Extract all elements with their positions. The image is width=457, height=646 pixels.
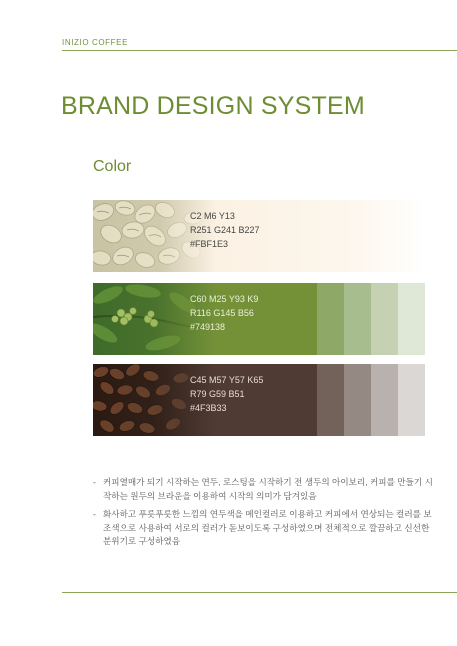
section-title-color: Color (93, 158, 132, 175)
swatch-cream-rgb: R251 G241 B227 (190, 225, 260, 235)
note-item (93, 476, 433, 503)
note-bullet: - (93, 477, 96, 487)
swatch-cream-hex: #FBF1E3 (190, 239, 229, 249)
color-notes (93, 476, 433, 554)
note-text: 화사하고 푸릇푸릇한 느낌의 연두색을 메인컬러로 이용하고 커피에서 연상되는 컬러를 보조색으로 사용하여 서로의 컬러가 돋보이도록 구성하였으며 전체적으로 깔끔하고 신선한 분위기로 구성하였음 (103, 509, 432, 546)
footer-divider (62, 592, 457, 593)
swatch-green-spec (190, 292, 258, 334)
swatch-green-rgb: R116 G145 B56 (190, 308, 254, 318)
swatch-brown-tint-40 (371, 364, 398, 436)
swatch-cream-spec (190, 209, 260, 251)
swatch-brown-spec (190, 373, 263, 415)
swatch-green-tint-40 (371, 283, 398, 355)
swatch-brown-hex: #4F3B33 (190, 403, 227, 413)
swatch-brown-tint-80 (317, 364, 344, 436)
swatch-brown-tint-60 (344, 364, 371, 436)
swatch-green-tint-80 (317, 283, 344, 355)
page-title: BRAND DESIGN SYSTEM (61, 92, 365, 120)
swatch-brown-tint-20 (398, 364, 425, 436)
swatch-brown-cmyk: C45 M57 Y57 K65 (190, 375, 264, 385)
note-text: 커피열매가 되기 시작하는 연두, 로스팅을 시작하기 전 생두의 아이보리, 커피를 만들기 시작하는 원두의 브라운을 이용하여 시작의 의미가 담겨있음 (103, 477, 433, 501)
header-divider (62, 50, 457, 51)
swatch-green-hex: #749138 (190, 322, 226, 332)
swatch-green (93, 283, 425, 355)
swatch-cream (93, 200, 425, 272)
swatch-green-cmyk: C60 M25 Y93 K9 (190, 294, 259, 304)
swatch-green-tint-20 (398, 283, 425, 355)
swatch-brown-rgb: R79 G59 B51 (190, 389, 245, 399)
swatch-cream-cmyk: C2 M6 Y13 (190, 211, 235, 221)
note-item (93, 508, 433, 549)
brand-name: INIZIO COFFEE (62, 38, 129, 47)
note-bullet: - (93, 509, 96, 519)
swatch-green-tint-60 (344, 283, 371, 355)
swatch-brown (93, 364, 425, 436)
